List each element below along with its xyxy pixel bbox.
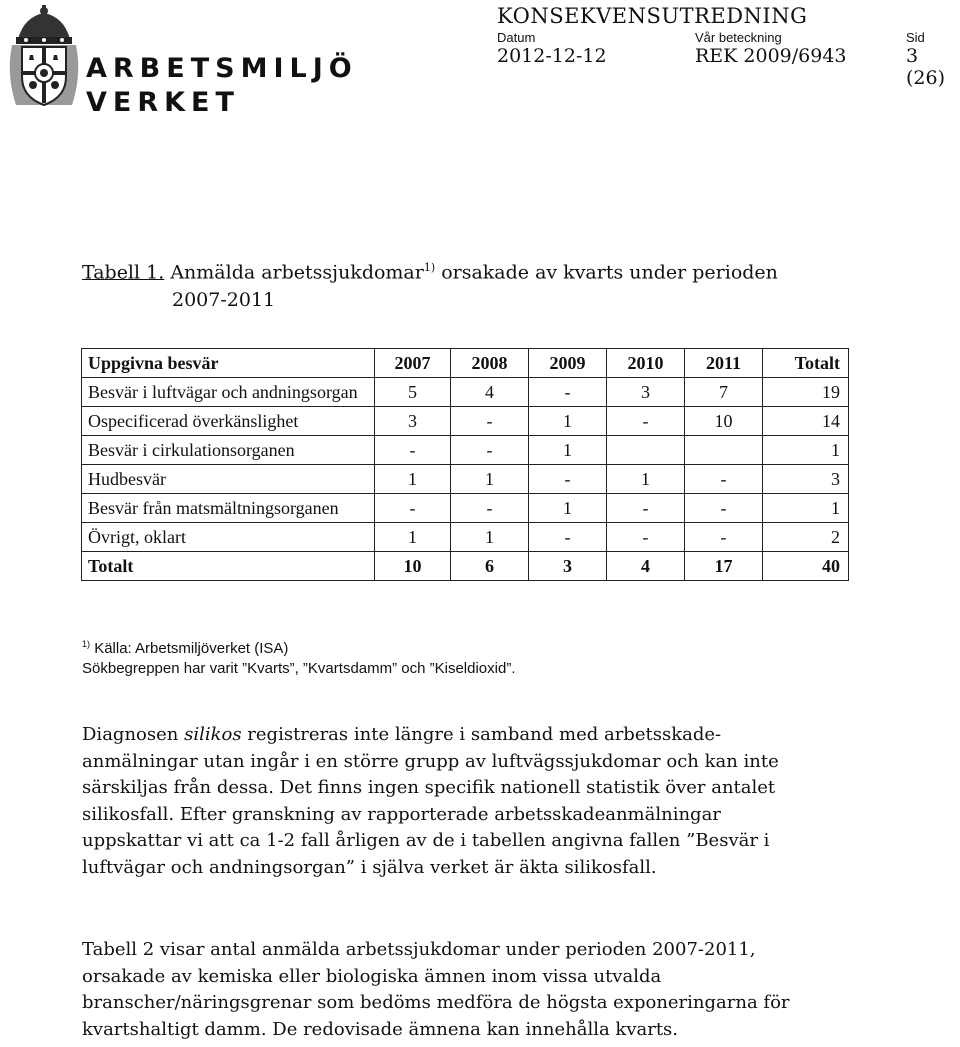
table-row <box>82 465 849 494</box>
table-cell: 3 <box>375 407 451 436</box>
table-row <box>82 494 849 523</box>
table-cell: 1 <box>763 436 849 465</box>
table-cell: - <box>685 494 763 523</box>
row-label: Besvär i luftvägar och andningsorgan <box>82 378 375 407</box>
table-cell: 1 <box>375 523 451 552</box>
table-row <box>82 407 849 436</box>
text-span: registreras inte längre i samband med arbetsskade- <box>241 724 722 745</box>
table-cell: 1 <box>607 465 685 494</box>
paragraph-line: kvartshaltigt damm. De redovisade ämnena kan innehålla kvarts. <box>82 1018 679 1040</box>
document-type: KONSEKVENSUTREDNING <box>497 4 808 28</box>
total-cell: 10 <box>375 552 451 581</box>
header-cell: 2009 <box>529 349 607 378</box>
row-label: Hudbesvär <box>82 465 375 494</box>
row-label: Ospecificerad överkänslighet <box>82 407 375 436</box>
table-row <box>82 436 849 465</box>
table-total-row <box>82 552 849 581</box>
table-cell: 5 <box>375 378 451 407</box>
table-cell: 14 <box>763 407 849 436</box>
page-label: Sid <box>906 30 925 45</box>
table-cell: 10 <box>685 407 763 436</box>
table-cell: - <box>451 407 529 436</box>
header-cell: Totalt <box>763 349 849 378</box>
table-cell: - <box>529 378 607 407</box>
paragraph-line <box>82 722 852 749</box>
row-label: Besvär i cirkulationsorganen <box>82 436 375 465</box>
table-cell: - <box>607 523 685 552</box>
paragraph-silikos <box>82 722 852 881</box>
paragraph-line: Tabell 2 visar antal anmälda arbetssjukdomar under perioden 2007-2011, <box>82 939 756 960</box>
table-cell: - <box>451 436 529 465</box>
table-cell: - <box>685 465 763 494</box>
paragraph-line: silikosfall. Efter granskning av rapporterade arbetsskadeanmälningar <box>82 803 721 825</box>
table-row <box>82 523 849 552</box>
table-cell: 3 <box>607 378 685 407</box>
reference-value: REK 2009/6943 <box>695 45 847 67</box>
caption-period: 2007-2011 <box>172 289 276 312</box>
table-cell: 7 <box>685 378 763 407</box>
header-cell: 2008 <box>451 349 529 378</box>
table-cell: 1 <box>529 407 607 436</box>
table-cell: - <box>607 494 685 523</box>
table-cell <box>685 436 763 465</box>
footnote-marker: 1) <box>82 639 91 649</box>
header-cell: 2011 <box>685 349 763 378</box>
search-terms-note: Sökbegreppen har varit ”Kvarts”, ”Kvartsdamm” och ”Kiseldioxid”. <box>82 660 516 677</box>
total-label: Totalt <box>82 552 375 581</box>
date-label: Datum <box>497 30 536 45</box>
paragraph-line: särskiljas från dessa. Det finns ingen specifik nationell statistik över antalet <box>82 777 776 798</box>
table-cell: - <box>685 523 763 552</box>
table-cell: 1 <box>763 494 849 523</box>
table-cell: 2 <box>763 523 849 552</box>
table-row <box>82 378 849 407</box>
total-cell: 3 <box>529 552 607 581</box>
paragraph-line: luftvägar och andningsorgan” i själva verket är äkta silikosfall. <box>82 856 657 878</box>
page-number: 3 (26) <box>906 45 946 89</box>
reference-label: Vår beteckning <box>695 30 782 45</box>
table-cell: - <box>375 436 451 465</box>
table-cell: 4 <box>451 378 529 407</box>
header-cell: 2007 <box>375 349 451 378</box>
wordmark-line-1: ARBETSMILJÖ <box>86 53 358 84</box>
table-cell: - <box>375 494 451 523</box>
table-cell: 1 <box>375 465 451 494</box>
total-cell: 17 <box>685 552 763 581</box>
table-cell: - <box>529 465 607 494</box>
date-value: 2012-12-12 <box>497 45 607 67</box>
table-notes <box>82 634 516 679</box>
caption-text-b: orsakade av kvarts under perioden <box>441 261 778 284</box>
agency-wordmark <box>86 52 358 120</box>
row-label: Övrigt, oklart <box>82 523 375 552</box>
table-cell: 1 <box>451 465 529 494</box>
total-cell: 40 <box>763 552 849 581</box>
table-cell: 3 <box>763 465 849 494</box>
total-cell: 6 <box>451 552 529 581</box>
table-cell: 19 <box>763 378 849 407</box>
wordmark-line-2: VERKET <box>86 87 240 118</box>
text-span: Diagnosen <box>82 724 185 745</box>
table-cell: - <box>607 407 685 436</box>
table-header-row <box>82 349 849 378</box>
quartz-disease-table <box>81 348 849 581</box>
source-note <box>82 634 516 659</box>
table-cell <box>607 436 685 465</box>
paragraph-line: uppskattar vi att ca 1-2 fall årligen av de i tabellen angivna fallen ”Besvär i <box>82 830 770 851</box>
row-label: Besvär från matsmältningsorganen <box>82 494 375 523</box>
caption-text-a: Anmälda arbetssjukdomar <box>170 261 424 284</box>
total-cell: 4 <box>607 552 685 581</box>
paragraph-line: orsakade av kemiska eller biologiska ämnen inom vissa utvalda <box>82 965 662 987</box>
table-cell: 1 <box>529 436 607 465</box>
table-cell: - <box>529 523 607 552</box>
table-cell: 1 <box>451 523 529 552</box>
paragraph-line: anmälningar utan ingår i en större grupp av luftvägssjukdomar och kan inte <box>82 750 779 772</box>
table-cell: - <box>451 494 529 523</box>
table-caption <box>82 254 882 314</box>
caption-footnote-marker: 1) <box>423 261 436 274</box>
caption-label: Tabell 1. <box>82 261 165 284</box>
paragraph-tabell-2 <box>82 937 852 1043</box>
header-cell: Uppgivna besvär <box>82 349 375 378</box>
header-cell: 2010 <box>607 349 685 378</box>
table-cell: 1 <box>529 494 607 523</box>
paragraph-line: branscher/näringsgrenar som bedöms medföra de högsta exponeringarna för <box>82 992 790 1013</box>
coat-of-arms-logo <box>4 5 84 115</box>
source-text: Källa: Arbetsmiljöverket (ISA) <box>94 640 289 657</box>
emphasis-silikos: silikos <box>184 724 242 745</box>
